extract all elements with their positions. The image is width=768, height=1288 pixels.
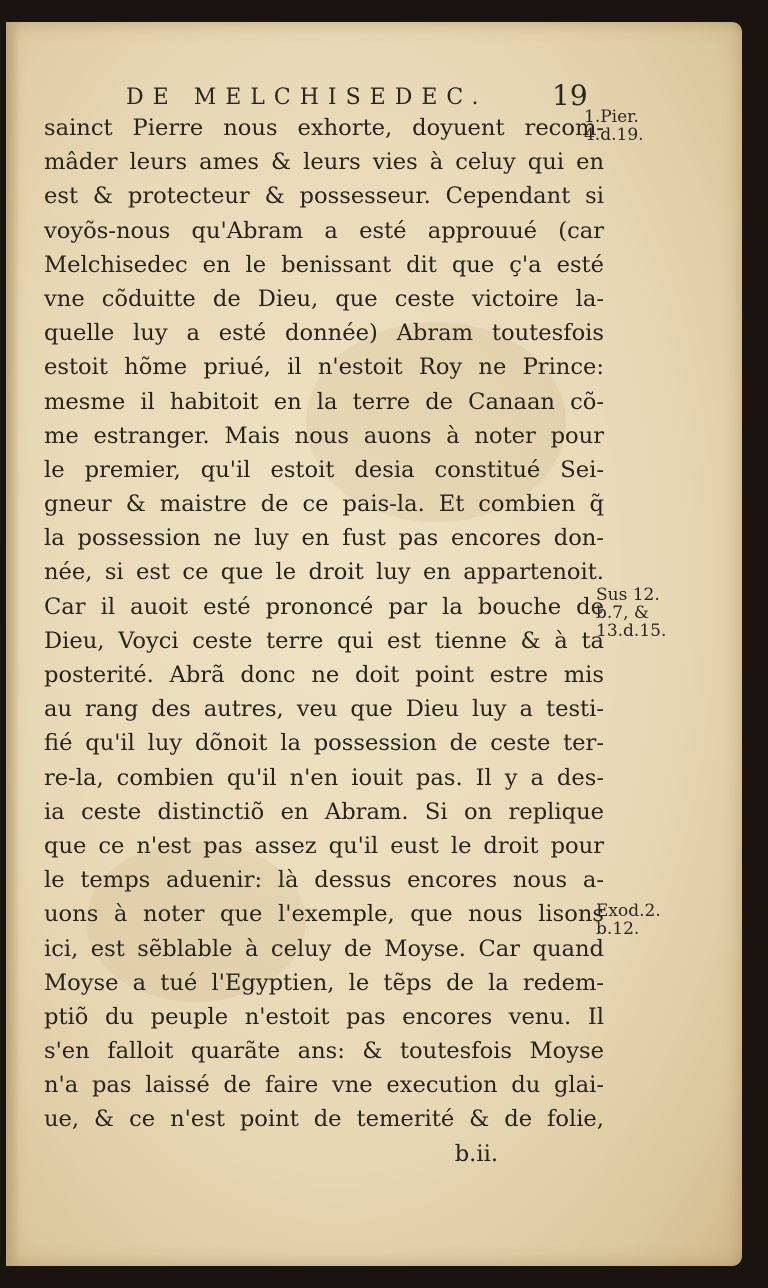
running-head: DE MELCHISEDEC.: [126, 85, 488, 110]
text-line: gneur & maistre de ce pais-la. Et combien q̃: [44, 491, 604, 518]
text-line: posterité. Abrã donc ne doit point estre mis: [44, 662, 604, 688]
text-line: la possession ne luy en fust pas encores don-: [44, 525, 604, 552]
signature-mark: b.ii.: [454, 1140, 498, 1167]
margin-note-line: b.12.: [596, 919, 640, 939]
margin-note-line: b.7, &: [596, 603, 650, 623]
text-line: au rang des autres, veu que Dieu luy a testi-: [44, 696, 604, 723]
text-line: ia ceste distinctiõ en Abram. Si on replique: [44, 798, 604, 825]
text-line: s'en falloit quarãte ans: & toutesfois Moyse: [44, 1038, 604, 1065]
margin-note-1-pierre: [584, 108, 644, 144]
margin-note-sus: [596, 586, 666, 640]
text-line: fié qu'il luy dõnoit la possession de ceste ter-: [44, 730, 604, 757]
text-line: que ce n'est pas assez qu'il eust le droit pour: [44, 832, 604, 859]
text-line: Dieu, Voyci ceste terre qui est tienne & à ta: [44, 627, 604, 654]
body-text: [44, 111, 604, 1171]
margin-note-line: 4.d.19.: [584, 125, 644, 145]
text-line: Moyse a tué l'Egyptien, le tẽps de la redem-: [44, 969, 604, 996]
text-line: vne cõduitte de Dieu, que ceste victoire la-: [44, 285, 604, 312]
text-line: le temps aduenir: là dessus encores nous a-: [44, 867, 604, 894]
margin-note-line: 13.d.15.: [596, 621, 667, 641]
text-line: sainct Pierre nous exhorte, doyuent recom-: [44, 115, 604, 141]
text-line: Car il auoit esté prononcé par la bouche de: [44, 593, 604, 620]
text-line: née, si est ce que le droit luy en appartenoit.: [44, 559, 604, 586]
page-number: 19: [552, 79, 588, 112]
text-line: quelle luy a esté donnée) Abram toutesfois: [44, 320, 604, 347]
margin-note-exod: [596, 902, 661, 938]
text-line: me estranger. Mais nous auons à noter pour: [44, 422, 604, 449]
text-line: uons à noter que l'exemple, que nous lisons: [44, 901, 604, 928]
text-line: re-la, combien qu'il n'en iouit pas. Il y a des-: [44, 764, 604, 791]
text-line: n'a pas laissé de faire vne execution du glai-: [44, 1072, 604, 1099]
text-line: mâder leurs ames & leurs vies à celuy qui en: [44, 149, 604, 176]
margin-note-line: Sus 12.: [596, 585, 660, 605]
text-line: est & protecteur & possesseur. Cependant si: [44, 183, 604, 210]
text-line: mesme il habitoit en la terre de Canaan cõ-: [44, 388, 604, 415]
text-line: voyõs-nous qu'Abram a esté approuué (car: [44, 217, 604, 244]
text-line: ue, & ce n'est point de temerité & de folie,: [44, 1106, 604, 1133]
text-line: Melchisedec en le benissant dit que ç'a esté: [44, 251, 604, 278]
margin-note-line: 1.Pier.: [584, 107, 639, 127]
text-line: estoit hõme priué, il n'estoit Roy ne Prince:: [44, 354, 604, 381]
text-line: ptiõ du peuple n'estoit pas encores venu. Il: [44, 1003, 604, 1030]
text-line: le premier, qu'il estoit desia constitué Sei-: [44, 456, 604, 483]
text-line: ici, est sẽblable à celuy de Moyse. Car quand: [44, 935, 604, 962]
margin-note-line: Exod.2.: [596, 901, 661, 921]
